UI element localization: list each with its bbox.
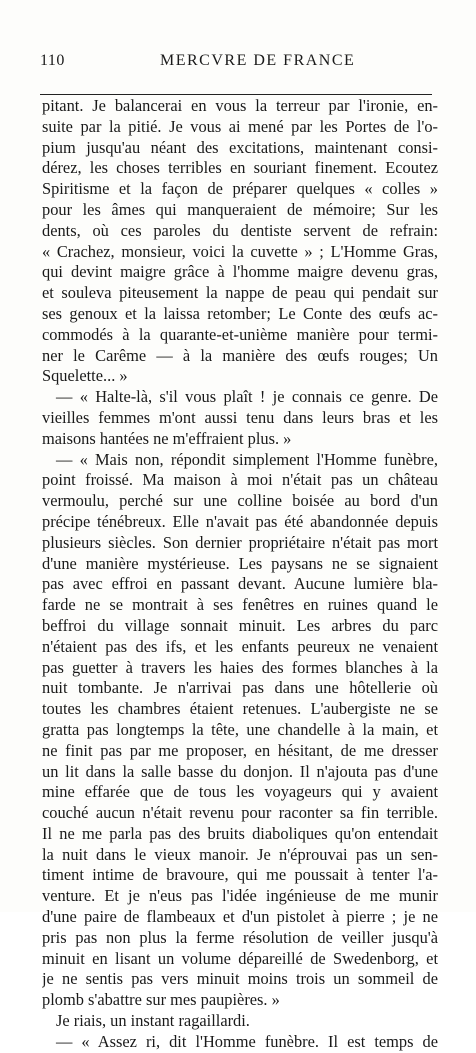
text-line: — « Halte-là, s'il vous plaît ! je connais ce genre. De bbox=[56, 387, 438, 407]
text-line: plomb s'abattre sur mes paupières. » bbox=[42, 990, 280, 1010]
text-line: la nuit dans le vieux manoir. Je n'éprouvai pas un sen- bbox=[42, 844, 438, 864]
text-line: Squelette... » bbox=[42, 366, 128, 386]
text-line: n'étaient pas des ifs, et les enfants peureux ne venaient bbox=[42, 636, 438, 656]
running-title: MERCVRE DE FRANCE bbox=[160, 52, 356, 69]
text-line: maisons hantées ne m'effraient plus. » bbox=[42, 428, 292, 448]
text-line: — « Mais non, répondit simplement l'Homme funèbre, bbox=[56, 449, 438, 469]
text-line: ner le Carême — à la manière des œufs rouges; Un bbox=[42, 345, 438, 365]
header-rule bbox=[40, 94, 432, 95]
text-line: commodés à la quarante-et-unième manière pour termi- bbox=[42, 324, 438, 344]
text-line: d'une paire de flambeaux et d'un pistolet à pierre ; je ne bbox=[42, 907, 438, 927]
text-line: un lit dans la salle basse du donjon. Il n'ajouta pas d'une bbox=[42, 761, 438, 781]
text-line: minuit en lisant un volume dépareillé de Swedenborg, et bbox=[42, 948, 438, 968]
text-line: venture. Et je n'eus pas l'idée ingénieuse de me munir bbox=[42, 886, 438, 906]
text-line: vieilles femmes m'ont aussi tenu dans leurs bras et les bbox=[42, 407, 438, 427]
text-line: Il ne me parla pas des bruits diaboliques qu'on entendait bbox=[42, 823, 438, 843]
text-line: — « Assez ri, dit l'Homme funèbre. Il est temps de bbox=[56, 1031, 438, 1051]
text-line: « Crachez, monsieur, voici la cuvette » ; L'Homme Gras, bbox=[42, 241, 438, 261]
text-line: plusieurs siècles. Son dernier propriétaire n'était pas mort bbox=[42, 532, 438, 552]
text-line: pitant. Je balancerai en vous la terreur par l'ironie, en- bbox=[42, 96, 438, 115]
text-line: toutes les chambres étaient retenues. L'aubergiste ne se bbox=[42, 699, 438, 719]
text-line: couché aucun n'était revenu pour raconter sa fin terrible. bbox=[42, 803, 438, 823]
text-line: pas guetter à travers les haies des formes blanches à la bbox=[42, 657, 438, 677]
body-text bbox=[42, 96, 438, 1053]
text-line: ne finit pas par me proposer, en hésitant, de me dresser bbox=[42, 740, 438, 760]
text-line: suite par la pitié. Je vous ai mené par les Portes de l'o- bbox=[42, 116, 438, 136]
text-line: gratta pas longtemps la tête, une chandelle à la main, et bbox=[42, 719, 438, 739]
text-line: point froissé. Ma maison à moi n'était pas un château bbox=[42, 470, 438, 490]
text-line: je ne sentis pas vers minuit moins trois un sommeil de bbox=[42, 969, 438, 989]
text-line: timent intime de bravoure, qui me poussait à tenter l'a- bbox=[42, 865, 438, 885]
page-number: 110 bbox=[40, 52, 65, 69]
text-line: Je riais, un instant ragaillardi. bbox=[56, 1011, 250, 1031]
text-line: beffroi du village sonnait minuit. Les arbres du parc bbox=[42, 615, 438, 635]
text-line: mine effarée que de tous les voyageurs qui y avaient bbox=[42, 782, 438, 802]
text-line: nuit tombante. Je n'arrivai pas dans une hôtellerie où bbox=[42, 678, 438, 698]
text-line: pour les âmes qui manqueraient de mémoire; Sur les bbox=[42, 199, 438, 219]
text-line: farde ne se montrait à ses fenêtres en ruines quand le bbox=[42, 595, 438, 615]
text-line: dents, où ces paroles du dentiste servent de refrain: bbox=[42, 220, 438, 240]
page-header bbox=[40, 50, 440, 76]
text-line: vermoulu, perché sur une colline boisée au bord d'un bbox=[42, 491, 438, 511]
text-line: pris pas non plus la ferme résolution de veiller jusqu'à bbox=[42, 927, 438, 947]
text-line: qui devint maigre grâce à l'homme maigre devenu gras, bbox=[42, 262, 438, 282]
text-line: précipe ténébreux. Elle n'avait pas été abandonnée depuis bbox=[42, 511, 438, 531]
text-line: pium jusqu'au néant des excitations, maintenant consi- bbox=[42, 137, 438, 157]
text-line: Spiritisme et la façon de préparer quelques « colles » bbox=[42, 179, 438, 199]
text-line: pas avec effroi en passant devant. Aucune lumière bla- bbox=[42, 574, 438, 594]
text-line: et souleva piteusement la nappe de peau qui pendait sur bbox=[42, 283, 438, 303]
text-line: dérez, les choses terribles en souriant finement. Ecoutez bbox=[42, 158, 438, 178]
text-line: d'une manière mystérieuse. Les paysans ne se signaient bbox=[42, 553, 438, 573]
text-line: ses genoux et la laissa retomber; Le Conte des œufs ac- bbox=[42, 303, 438, 323]
